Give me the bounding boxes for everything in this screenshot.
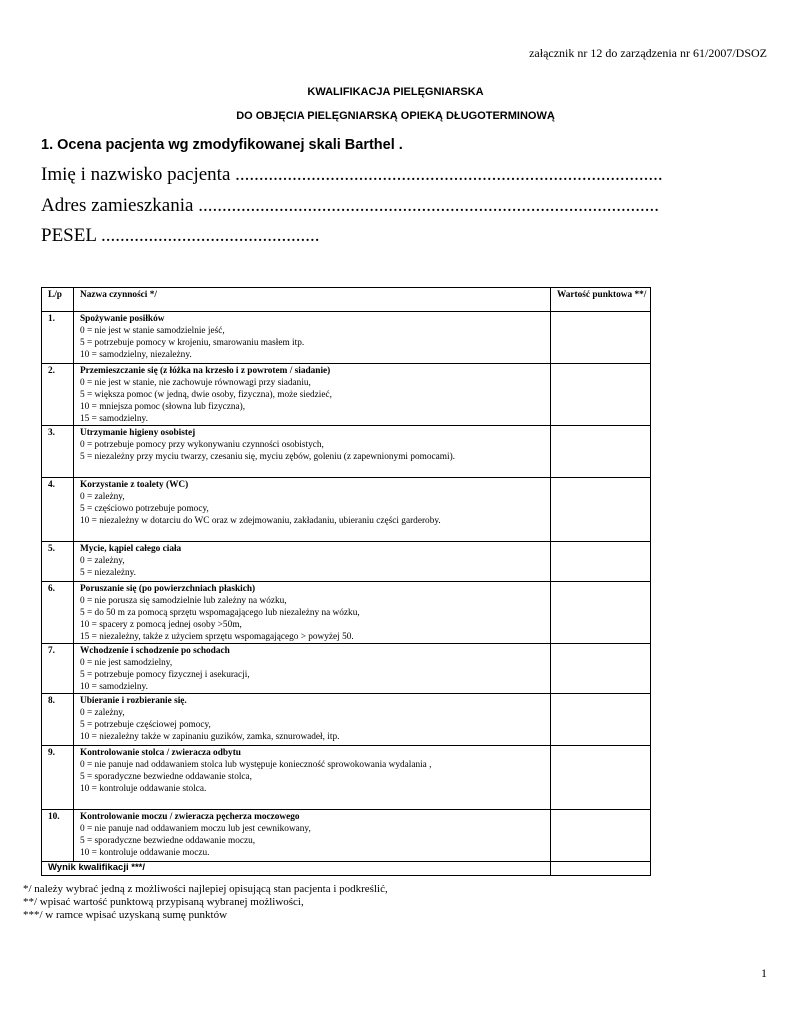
- activity-option[interactable]: 0 = nie jest w stanie samodzielnie jeść,: [80, 326, 225, 336]
- barthel-table: [41, 287, 651, 876]
- activity-option[interactable]: 5 = do 50 m za pomocą sprzętu wspomagającego lub niezależny na wózku,: [80, 608, 360, 618]
- header-value: Wartość punktowa **/: [551, 288, 651, 312]
- footnotes: [23, 883, 388, 922]
- table-row: [42, 312, 651, 364]
- activity-option[interactable]: 15 = niezależny, także z użyciem sprzętu wspomagającego > powyżej 50.: [80, 632, 354, 642]
- activity-option[interactable]: 0 = nie jest w stanie, nie zachowuje równowagi przy siadaniu,: [80, 378, 311, 388]
- result-value-box[interactable]: [551, 862, 651, 876]
- annex-note: załącznik nr 12 do zarządzenia nr 61/2007/DSOZ: [529, 46, 767, 60]
- result-label: Wynik kwalifikacji ***/: [48, 862, 145, 873]
- activity-option[interactable]: 10 = samodzielny.: [80, 682, 148, 692]
- document-title: KWALIFIKACJA PIELĘGNIARSKA: [307, 86, 484, 98]
- table-row: [42, 364, 651, 426]
- activity-cell[interactable]: [74, 478, 551, 542]
- row-number: 1.: [42, 312, 74, 364]
- activity-cell[interactable]: [74, 312, 551, 364]
- activity-option[interactable]: 5 = niezależny przy myciu twarzy, czesaniu się, myciu zębów, goleniu (z zapewnionymi pomocami).: [80, 452, 456, 462]
- table-row: [42, 746, 651, 810]
- activity-option[interactable]: 0 = zależny,: [80, 708, 125, 718]
- activity-title: Przemieszczanie się (z łóżka na krzesło i z powrotem / siadanie): [80, 366, 331, 376]
- activity-cell[interactable]: [74, 542, 551, 582]
- value-input-cell[interactable]: [551, 478, 651, 542]
- activity-option[interactable]: 10 = mniejsza pomoc (słowna lub fizyczna),: [80, 402, 246, 412]
- activity-cell[interactable]: [74, 810, 551, 862]
- activity-option[interactable]: 0 = zależny,: [80, 556, 125, 566]
- activity-cell[interactable]: [74, 582, 551, 644]
- activity-cell[interactable]: [74, 364, 551, 426]
- activity-option[interactable]: 10 = kontroluje oddawanie moczu.: [80, 848, 210, 858]
- activity-title: Mycie, kąpiel całego ciała: [80, 544, 182, 554]
- activity-option[interactable]: 10 = samodzielny, niezależny.: [80, 350, 192, 360]
- header-lp: L/p: [42, 288, 74, 312]
- footnote-1: */ należy wybrać jedną z możliwości najlepiej opisującą stan pacjenta i podkreślić,: [23, 883, 388, 895]
- activity-cell[interactable]: [74, 644, 551, 694]
- activity-option[interactable]: 10 = niezależny także w zapinaniu guzików, zamka, sznurowadeł, itp.: [80, 732, 340, 742]
- value-input-cell[interactable]: [551, 746, 651, 810]
- page-number: 1: [761, 966, 767, 980]
- footnote-3: ***/ w ramce wpisać uzyskaną sumę punktów: [23, 909, 228, 921]
- table-row: [42, 542, 651, 582]
- activity-option[interactable]: 0 = zależny,: [80, 492, 125, 502]
- value-input-cell[interactable]: [551, 582, 651, 644]
- activity-cell[interactable]: [74, 746, 551, 810]
- row-number: 5.: [42, 542, 74, 582]
- activity-cell[interactable]: [74, 694, 551, 746]
- activity-option[interactable]: 0 = nie panuje nad oddawaniem stolca lub występuje konieczność sprowokowania wydalania ,: [80, 760, 432, 770]
- activity-option[interactable]: 5 = sporadyczne bezwiedne oddawanie moczu,: [80, 836, 256, 846]
- activity-option[interactable]: 5 = potrzebuje częściowej pomocy,: [80, 720, 211, 730]
- patient-address-field[interactable]: Adres zamieszkania .................................................................................................: [41, 195, 659, 216]
- footnote-2: **/ wpisać wartość punktową przypisaną wybranej możliwości,: [23, 896, 304, 908]
- value-input-cell[interactable]: [551, 644, 651, 694]
- row-number: 3.: [42, 426, 74, 478]
- result-row: [42, 862, 651, 876]
- activity-title: Wchodzenie i schodzenie po schodach: [80, 646, 230, 656]
- activity-option[interactable]: 5 = sporadyczne bezwiedne oddawanie stolca,: [80, 772, 253, 782]
- activity-option[interactable]: 5 = niezależny.: [80, 568, 137, 578]
- activity-option[interactable]: 10 = niezależny w dotarciu do WC oraz w zdejmowaniu, zakładaniu, ubieraniu części garderoby.: [80, 516, 441, 526]
- row-number: 9.: [42, 746, 74, 810]
- activity-option[interactable]: 5 = większa pomoc (w jedną, dwie osoby, fizyczna), może siedzieć,: [80, 390, 332, 400]
- result-label-cell: [42, 862, 551, 876]
- header-activity: Nazwa czynności */: [74, 288, 551, 312]
- document-subtitle: DO OBJĘCIA PIELĘGNIARSKĄ OPIEKĄ DŁUGOTERMINOWĄ: [236, 110, 555, 122]
- row-number: 2.: [42, 364, 74, 426]
- activity-option[interactable]: 15 = samodzielny.: [80, 414, 148, 424]
- row-number: 4.: [42, 478, 74, 542]
- activity-option[interactable]: 10 = spacery z pomocą jednej osoby >50m,: [80, 620, 242, 630]
- activity-title: Poruszanie się (po powierzchniach płaskich): [80, 584, 256, 594]
- row-number: 6.: [42, 582, 74, 644]
- row-number: 7.: [42, 644, 74, 694]
- table-row: [42, 478, 651, 542]
- patient-name-field[interactable]: Imię i nazwisko pacjenta ..........................................................................................: [41, 164, 663, 185]
- activity-title: Kontrolowanie moczu / zwieracza pęcherza moczowego: [80, 812, 300, 822]
- table-header-row: [42, 288, 651, 312]
- table-row: [42, 694, 651, 746]
- activity-cell[interactable]: [74, 426, 551, 478]
- activity-option[interactable]: 10 = kontroluje oddawanie stolca.: [80, 784, 207, 794]
- activity-option[interactable]: 0 = potrzebuje pomocy przy wykonywaniu czynności osobistych,: [80, 440, 324, 450]
- activity-title: Utrzymanie higieny osobistej: [80, 428, 196, 438]
- activity-option[interactable]: 5 = potrzebuje pomocy fizycznej i asekuracji,: [80, 670, 250, 680]
- value-input-cell[interactable]: [551, 542, 651, 582]
- activity-option[interactable]: 5 = częściowo potrzebuje pomocy,: [80, 504, 209, 514]
- section-title: 1. Ocena pacjenta wg zmodyfikowanej skali Barthel .: [41, 137, 403, 153]
- value-input-cell[interactable]: [551, 426, 651, 478]
- activity-option[interactable]: 0 = nie porusza się samodzielnie lub zależny na wózku,: [80, 596, 287, 606]
- value-input-cell[interactable]: [551, 810, 651, 862]
- table-row: [42, 582, 651, 644]
- row-number: 10.: [42, 810, 74, 862]
- table-row: [42, 426, 651, 478]
- activity-option[interactable]: 5 = potrzebuje pomocy w krojeniu, smarowaniu masłem itp.: [80, 338, 305, 348]
- activity-title: Spożywanie posiłków: [80, 314, 165, 324]
- row-number: 8.: [42, 694, 74, 746]
- table-row: [42, 644, 651, 694]
- value-input-cell[interactable]: [551, 312, 651, 364]
- patient-pesel-field[interactable]: PESEL ..............................................: [41, 225, 320, 246]
- activity-option[interactable]: 0 = nie panuje nad oddawaniem moczu lub jest cewnikowany,: [80, 824, 311, 834]
- value-input-cell[interactable]: [551, 694, 651, 746]
- activity-title: Kontrolowanie stolca / zwieracza odbytu: [80, 748, 241, 758]
- activity-title: Korzystanie z toalety (WC): [80, 480, 189, 490]
- value-input-cell[interactable]: [551, 364, 651, 426]
- activity-title: Ubieranie i rozbieranie się.: [80, 696, 187, 706]
- table-row: [42, 810, 651, 862]
- activity-option[interactable]: 0 = nie jest samodzielny,: [80, 658, 173, 668]
